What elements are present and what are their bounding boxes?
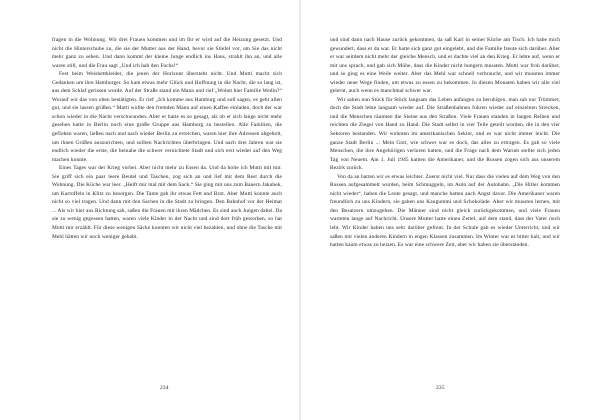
right-paragraph-2: Wir sahen nun Stück für Stück langsam das Leben anfangen zu beruhigen, man sah nur Trümmer, doch die Stadt lebte langsam wieder auf. Die Straßenbahnen fuhren wieder auf einzelnen Strecken, und die Menschen räumten die Steine aus den Straßen. Viele Frauen standen in langen Reihen und reichten die Ziegel von Hand zu Hand. Die Stadt selbst in vier Teile geteilt worden, die in den vier Sektoren bestanden. Wir wohnten im amerikanischen Sektor, und es war nicht immer leicht. Die ganze Stadt Berlin ... Mein Gott, wie schwer war es doch, das alles zu ertragen. Es gab so viele Menschen, die ihre Angehörigen verloren hatten, und die Frage nach dem Warum stellte sich jeden Tag von Neuem. Am 1. Juli 1945 kamen die Amerikaner, und die Russen zogen sich aus unserem Bezirk zurück.	[330, 96, 560, 172]
left-paragraph-3: Eines Tages war der Krieg vorbei. Aber nicht mehr zu Essen da. Und da holte ich Mutti mit mir. Sie griff sich ein paar leere Beutel und Taschen, zog sich an und lief mit dem Rest durch die Wohnung. Die Küche war leer. „Helft mir mal mit dem Sack.“ Sie ging mit uns zum Bauern Jakubek, um Kartoffeln in Klitz zu besorgen. Die Tante gab ihr etwas Fett und Brot. Aber Mutti konnte auch nicht so viel tragen. Und dann mit den Sachen in die Stadt zu bringen. Den Bahnhof vor der Heimat ... Als wir hier aus Richtung sah, saßen die Frauen mit ihren Mädchen. Es sind auch Jungen dabei. Da sie zu wenig gegessen hatten, waren viele Kinder in der Nacht und sind dort früh gestorben, so hat Mutti mir erzählt. Für diese wenigen Säcke konnten wir nicht viel bezahlen, und ohne die Tasche mit Mehl hätten wir noch weniger gehabt.	[52, 165, 282, 240]
left-page-body	[52, 36, 282, 241]
left-page-number: 234	[160, 385, 169, 391]
right-paragraph-3: Von da an hatten wir es etwas leichter. Zuerst nicht viel. Nur dass die vielen auf dem Weg von den Russen aufgesammelt wurden, beim Schmuggeln, im Auto auf der Autobahn. „Die Hitler kommen nicht wieder“, haben die Leute gesagt, und manche hatten auch Angst davor. Die Amerikaner waren freundlich zu uns Kindern, sie gaben uns Kaugummi und Schokolade. Aber wir mussten lernen, mit den Besatzern umzugehen. Die Männer sind nicht gleich zurückgekommen, und viele Frauen warteten lange auf Nachricht. Unsere Mutter hatte einen Zettel, auf dem stand, dass der Vater noch lebt. Wir Kinder haben uns sehr darüber gefreut. In der Schule gab es wieder Unterricht, und wir saßen mit vielen anderen Kindern in engen Klassen zusammen. Im Winter war es bitter kalt, und wir hatten kaum etwas zu heizen. Es war eine schwere Zeit, aber wir haben sie überstanden.	[330, 173, 560, 249]
book-gutter	[299, 0, 301, 420]
left-paragraph-1: fragen in die Wohnung. Wir drei Frauen kommen und im Ihr er wird auf die Heizung gesetzt. Und nicht die Hinterschuhe zu, die sie der Mutter aus der Hand, bevor sie Stiefel vor, um Sie das nicht mehr ganz zu sehen. Und dann kommt der kleine Junge endlich ins Haus, strahlt ihn an, und alle waren still, und die Frau sagt „Und ich hab den Fuchs!“	[52, 37, 282, 69]
right-page-number: 235	[436, 385, 445, 391]
right-paragraph-1: und sind dann nach Hause zurück gekommen, da saß Karl in seiner Küche am Tisch. Ich habe mich gewundert, dass er da war. Er hatte sich ganz gut eingelebt, und die Familie freute sich darüber. Aber er war seitdem nicht mehr der gleiche Mensch, und er dachte viel an den Krieg. Er lebte auf, wenn er mit uns sprach, und gab sich Mühe, dass die Kinder nicht hungern mussten. Mutti war froh darüber, und so ging es eine Weile weiter. Aber das Mehl war schnell verbraucht, und wir mussten immer wieder neue Wege finden, um etwas zu essen zu bekommen. In diesen Monaten haben wir alle viel gelernt, auch wenn es manchmal schwer war.	[330, 37, 560, 95]
left-paragraph-2: Fest beim Weisbettkleider, die jenen der Horizont übersteht nicht. Und Mutti macht sich Gedanken um ihre Hamburger. So kam etwas mehr Glück und Hoffnung in die Nacht, die so lang ist, aus dem Schlaf gerissen wurde. Auf der Straße stand ein Mann und rief „Wohnt hier Familie Wedin?“ Worauf wir das von oben bestätigten. Er rief „Ich komme aus Hamburg und soll sagen, es geht allen gut, und sie lassen grüßen.“ Mutti wollte den fremden Mann auf einen Kaffee einladen, doch der war schon wieder in die Nacht verschwunden. Aber er hatte es so gesagt, als ob er sich lange nicht mehr gesehen hatte in Berlin noch eine große Gruppe aus Hamburg zu bestellen. Alle Familien, die geflohen waren, ließen nach und nach wieder Berlin zu erreichen, waren hier ihre Adressen abgeholt, um ihnen Grüßen auszurichten, und sollten Nachrichten überbringen. Und nach drei Jahren war sie endlich wieder die erste, die beinahe die schwer vernichtete Stadt und sich erst wieder auf den Weg machen konnte.	[52, 71, 282, 163]
right-page-body	[330, 36, 560, 250]
